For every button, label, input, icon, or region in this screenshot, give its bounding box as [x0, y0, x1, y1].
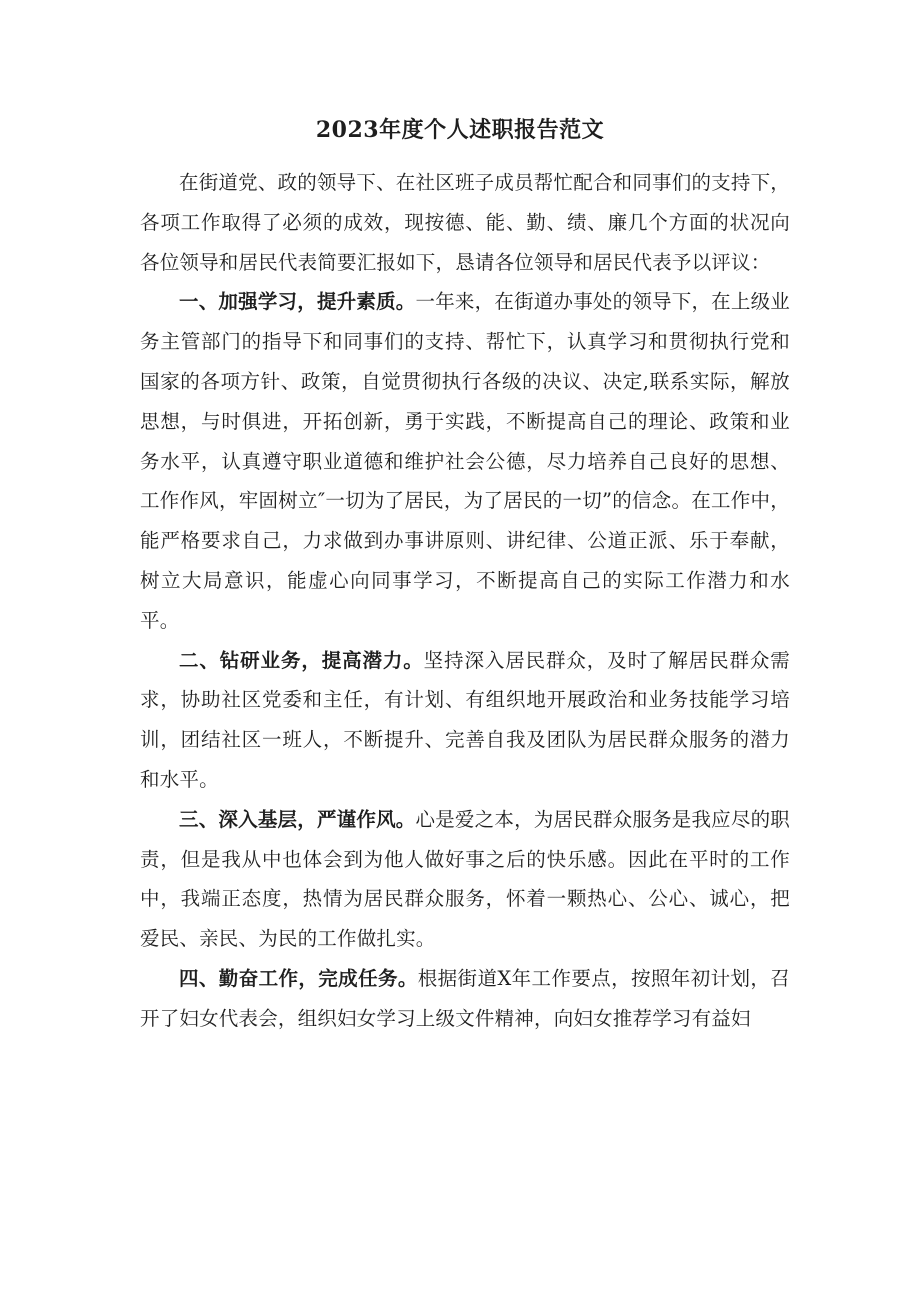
paragraph-heading: 三、深入基层，严谨作风。: [179, 807, 416, 831]
document-title: 2023年度个人述职报告范文: [315, 117, 605, 143]
paragraph-heading: 一、加强学习，提升素质。: [179, 290, 416, 314]
paragraph-section-1: [140, 282, 790, 640]
paragraph-section-2: [140, 641, 790, 800]
paragraph-text: 坚持深入居民群众，及时了解居民群众需求，协助社区党委和主任，有计划、有组织地开展政治和业务技能学习培训，团结社区一班人，不断提升、完善自我及团队为居民群众服务的潜力和水平。: [140, 648, 790, 791]
paragraph-section-3: [140, 800, 790, 959]
paragraph-heading: 四、勤奋工作，完成任务。: [179, 966, 418, 990]
paragraph-text: 一年来，在街道办事处的领导下，在上级业务主管部门的指导下和同事们的支持、帮忙下，认真学习和贯彻执行党和国家的各项方针、政策，自觉贯彻执行各级的决议、决定,联系实际，解放思想，与时俱进，开拓创新，勇于实践，不断提高自己的理论、政策和业务水平，认真遵守职业道德和维护社会公德，尽力培养自己良好的思想、工作作风，牢固树立″一切为了居民，为了居民的一切”的信念。在工作中，能严格要求自己，力求做到办事讲原则、讲纪律、公道正派、乐于奉献，树立大局意识，能虚心向同事学习，不断提高自己的实际工作潜力和水平。: [140, 290, 790, 632]
paragraph-section-4: [140, 959, 790, 1039]
paragraph-intro: [140, 163, 790, 282]
paragraph-heading: 二、钻研业务，提高潜力。: [179, 648, 424, 672]
paragraph-text: 在街道党、政的领导下、在社区班子成员帮忙配合和同事们的支持下，各项工作取得了必须的成效，现按德、能、勤、绩、廉几个方面的状况向各位领导和居民代表简要汇报如下，恳请各位领导和居民代表予以评议：: [140, 171, 790, 274]
document-body: [140, 163, 790, 1039]
paragraph-text: 根据街道X年工作要点，按照年初计划，召开了妇女代表会，组织妇女学习上级文件精神，向妇女推荐学习有益妇: [140, 966, 790, 1030]
paragraph-text: 心是爱之本，为居民群众服务是我应尽的职责，但是我从中也体会到为他人做好事之后的快乐感。因此在平时的工作中，我端正态度，热情为居民群众服务，怀着一颗热心、公心、诚心，把爱民、亲民、为民的工作做扎实。: [140, 807, 790, 951]
